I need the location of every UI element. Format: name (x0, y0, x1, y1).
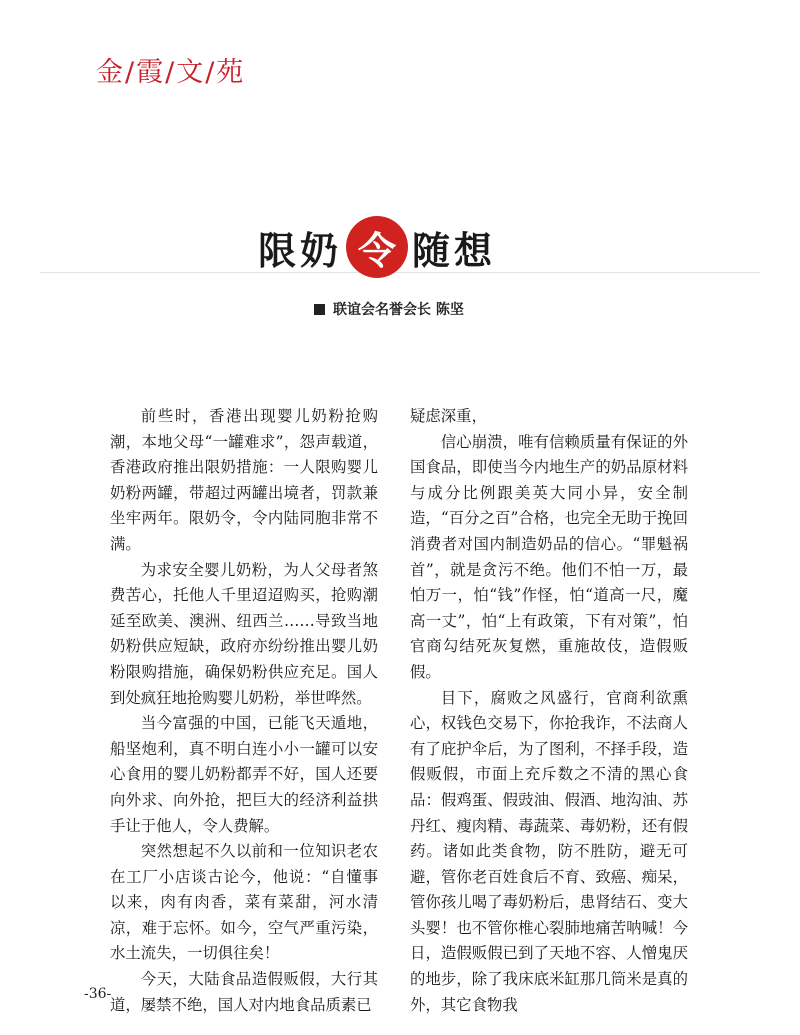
paragraph: 突然想起不久以前和一位知识老农在工厂小店谈古论今，他说：“自懂事以来，肉有肉香，菜有菜甜，河水清凉，难于忘怀。如今，空气严重污染，水土流失，一切俱往矣！ (110, 842, 378, 963)
square-bullet-icon (314, 304, 325, 315)
paragraph: 目下，腐败之风盛行，官商利欲熏心，权钱色交易下，你抢我诈，不法商人有了庇护伞后，为了图利，不择手段，造假贩假，市面上充斥数之不清的黑心食品：假鸡蛋、假豉油、假酒、地沟油、苏丹红、瘦肉精、毒蔬菜、毒奶粉，还有假药。诸如此类食物，防不胜防，避无可避，管你老百姓食后不育、致癌、痴呆，管你孩儿喝了毒奶粉后，患肾结石、变大头婴！也不管你椎心裂肺地痛苦呐喊！今日，造假贩假已到了天地不容、人憎鬼厌的地步，除了我床底米缸那几筒米是真的外，其它食物我 (410, 688, 688, 1014)
section-title: 金/霞/文/苑 (96, 57, 246, 88)
paragraph: 今天，大陆食品造假贩假，大行其道，屡禁不绝，国人对内地食品质素已 (110, 970, 378, 1014)
paragraph: 信心崩溃，唯有信赖质量有保证的外国食品，即使当今内地生产的奶品原材料与成分比例跟美英大同小异，安全制造，“百分之百”合格，也完全无助于挽回消费者对国内制造奶品的信心。“罪魁祸首”，就是贪污不绝。他们不怕一万，最怕万一，怕“钱”作怪，怕“道高一尺，魔高一丈”，怕“上有政策，下有对策”，怕官商勾结死灰复燃，重施故伎，造假贩假。 (410, 432, 688, 681)
article-title (258, 214, 496, 280)
seal-char: 令 (358, 228, 397, 273)
paragraph: 为求安全婴儿奶粉，为人父母者煞费苦心，托他人千里迢迢购买，抢购潮延至欧美、澳洲、纽西兰……导致当地奶粉供应短缺，政府亦纷纷推出婴儿奶粉限购措施，确保奶粉供应充足。国人到处疯狂地抢购婴儿奶粉，举世哗然。 (110, 560, 378, 707)
title-right: 随想 (412, 228, 497, 273)
seal-icon (346, 216, 408, 278)
left-column (110, 404, 378, 1018)
paragraph: 当今富强的中国，已能飞天遁地，船坚炮利，真不明白连小小一罐可以安心食用的婴儿奶粉都弄不好，国人还要向外求、向外抢，把巨大的经济利益拱手让于他人，令人费解。 (110, 714, 378, 835)
author: 联谊会名誉会长 陈坚 (333, 302, 464, 318)
paragraph-continued: 疑虑深重， (410, 407, 487, 425)
title-left: 限奶 (258, 228, 343, 273)
byline (314, 299, 464, 319)
right-column (410, 404, 688, 1018)
page-number: -36- (84, 986, 112, 1002)
paragraph: 前些时，香港出现婴儿奶粉抢购潮，本地父母“一罐难求”，怨声载道，香港政府推出限奶措施：一人限购婴儿奶粉两罐，带超过两罐出境者，罚款兼坐牢两年。限奶令，令内陆同胞非常不满。 (110, 407, 378, 553)
